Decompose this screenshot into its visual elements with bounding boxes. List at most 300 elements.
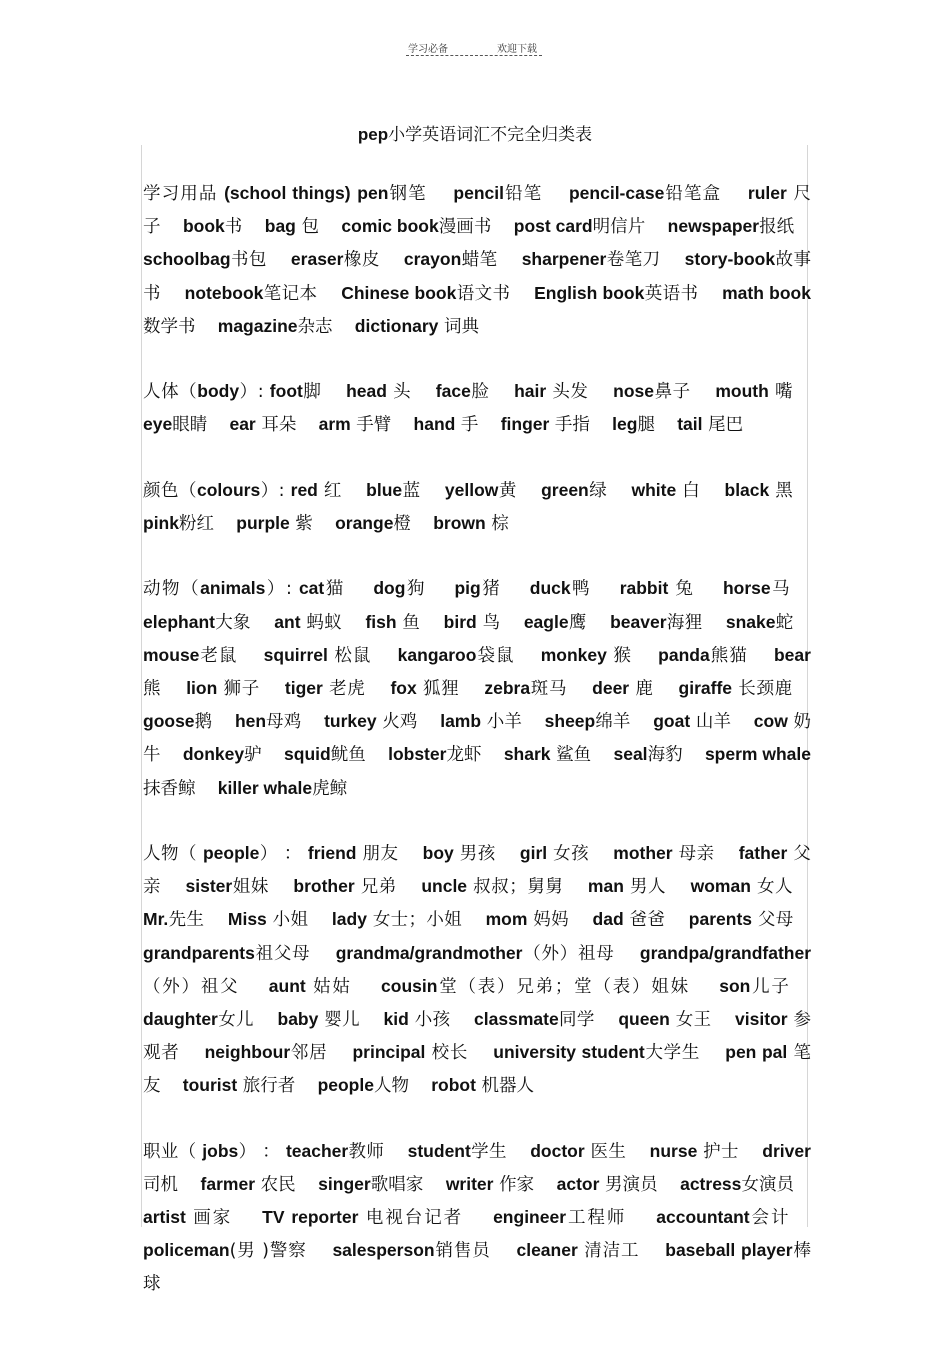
- vocab-item: [355, 317, 479, 337]
- vocab-english: seal: [613, 744, 648, 765]
- vocab-chinese: 小羊: [481, 712, 522, 733]
- vocab-chinese: 尾巴: [702, 415, 744, 436]
- vocab-english: neighbour: [204, 1042, 291, 1063]
- vocab-english: pig: [454, 578, 481, 599]
- vocab-item: [286, 1142, 384, 1162]
- vocab-item: [613, 382, 691, 402]
- vocab-english: story-book: [684, 249, 776, 270]
- vocab-chinese: 长颈鹿: [732, 679, 793, 699]
- section-lead: 人体（: [143, 382, 198, 403]
- vocab-chinese: 鱿鱼: [330, 745, 366, 766]
- vocab-item: [414, 415, 479, 435]
- vocab-chinese: 叔叔；舅舅: [467, 877, 564, 898]
- vocab-english: farmer: [200, 1174, 256, 1195]
- vocab-english: elephant: [143, 611, 215, 632]
- vocab-item: [270, 382, 322, 402]
- vocab-item: [332, 910, 462, 930]
- vocab-chinese: 袋鼠: [476, 645, 515, 666]
- vocab-english: son: [719, 975, 751, 996]
- vocab-english: grandpa/grandfather: [639, 942, 812, 963]
- vocab-english: donkey: [182, 744, 245, 765]
- vocab-english: hen: [234, 711, 267, 732]
- vocab-section: [143, 177, 811, 343]
- vocab-item: [265, 217, 319, 237]
- vocab-english: hair: [514, 381, 547, 402]
- vocab-section: [143, 572, 811, 804]
- vocab-item: [557, 1175, 658, 1195]
- vocab-chinese: 女人: [750, 877, 794, 898]
- vocab-english: father: [738, 843, 788, 863]
- vocab-item: [440, 712, 522, 732]
- vocab-chinese: 女演员: [741, 1175, 795, 1196]
- page-title: [0, 120, 950, 145]
- vocab-english: lady: [331, 909, 367, 930]
- vocab-item: [381, 977, 690, 997]
- vocab-chinese: 爸爸: [623, 910, 666, 931]
- vocab-item: [689, 910, 794, 930]
- vocab-chinese: 猪: [480, 579, 502, 600]
- vocab-english: lion: [186, 678, 218, 698]
- vocab-chinese: 抹香鲸: [143, 778, 196, 799]
- vocab-item: [504, 745, 591, 765]
- vocab-item: [658, 646, 748, 666]
- vocab-english: dictionary: [354, 315, 439, 336]
- vocab-english: ear: [229, 414, 256, 435]
- vocab-item: [474, 1010, 595, 1030]
- vocab-english: pink: [143, 513, 179, 533]
- vocab-english: schoolbag: [143, 249, 231, 270]
- section-lead-tail: ）:: [265, 579, 299, 600]
- vocab-item: [593, 910, 666, 930]
- vocab-chinese: 女孩: [547, 844, 590, 864]
- vocab-chinese: 耳朵: [255, 415, 297, 436]
- vocab-item: [390, 679, 459, 699]
- vocab-english: monkey: [540, 644, 607, 665]
- vocab-item: [341, 217, 491, 237]
- vocab-chinese: 母亲: [672, 844, 715, 864]
- vocab-chinese: 卷笔刀: [606, 250, 661, 271]
- section-lead-english: colours: [196, 479, 261, 500]
- vocab-english: dad: [592, 909, 624, 930]
- vocab-english: sharpener: [521, 249, 607, 270]
- vocab-english: rabbit: [619, 578, 669, 599]
- vocab-item: [318, 1175, 423, 1195]
- vocab-english: kid: [383, 1009, 409, 1030]
- vocab-chinese: 脸: [470, 382, 490, 403]
- vocab-chinese: 老虎: [322, 679, 366, 699]
- vocab-english: bear: [773, 644, 811, 665]
- vocab-english: panda: [658, 644, 710, 665]
- vocab-chinese: 兄弟: [354, 877, 397, 898]
- vocab-english: yellow: [444, 479, 499, 500]
- vocab-item: [592, 679, 653, 699]
- vocab-item: [335, 514, 411, 534]
- vocab-english: teacher: [285, 1140, 349, 1161]
- vocab-item: [677, 415, 743, 435]
- vocab-english: grandma/grandmother: [335, 942, 523, 963]
- vocab-chinese: 棕: [485, 514, 509, 534]
- vocab-english: purple: [236, 513, 290, 533]
- vocab-chinese: 机器人: [475, 1076, 535, 1097]
- vocab-chinese: 同学: [558, 1010, 595, 1031]
- vocab-item: [143, 613, 251, 633]
- section-lead-tail: ）:: [239, 382, 270, 403]
- vocab-chinese: 红: [317, 480, 342, 501]
- vocab-item: [618, 1010, 711, 1030]
- vocabulary-content: [143, 177, 811, 1332]
- vocab-chinese: 校长: [425, 1043, 469, 1064]
- vocab-english: Mr.: [143, 909, 169, 930]
- vocab-english: daughter: [143, 1009, 218, 1030]
- vocab-item: [341, 284, 510, 304]
- vocab-item: [668, 217, 795, 237]
- vocab-english: mom: [485, 909, 528, 930]
- vocab-english: newspaper: [667, 216, 760, 237]
- vocab-chinese: 白: [676, 480, 701, 501]
- vocab-chinese: 火鸡: [376, 712, 418, 733]
- vocab-item: [143, 514, 214, 534]
- vocab-item: [431, 1076, 534, 1096]
- vocab-chinese: 书: [224, 217, 243, 238]
- vocab-item: [269, 977, 352, 997]
- vocab-chinese: 腿: [637, 415, 655, 436]
- vocab-item: [205, 1043, 328, 1063]
- vocab-chinese: 铅笔: [503, 184, 543, 204]
- vocab-chinese: 销售员: [434, 1241, 491, 1262]
- vocab-chinese: 鹰: [568, 612, 587, 633]
- vocab-english: orange: [335, 513, 394, 533]
- vocab-chinese: 紫: [289, 514, 313, 534]
- vocab-item: [715, 382, 793, 402]
- vocab-english: queen: [618, 1009, 670, 1030]
- vocab-chinese: 堂（表）兄弟；堂（表）姐妹: [437, 976, 690, 997]
- vocab-chinese: （外）祖父: [143, 976, 240, 997]
- vocab-english: turkey: [324, 711, 377, 732]
- vocab-item: [274, 613, 342, 633]
- vocab-chinese: 猴: [606, 645, 632, 666]
- vocab-chinese: 头发: [546, 382, 589, 403]
- vocab-chinese: 熊猫: [709, 645, 748, 666]
- vocab-item: [365, 613, 420, 633]
- vocab-chinese: 人物: [373, 1076, 409, 1097]
- vocab-chinese: 语文书: [456, 283, 511, 304]
- vocab-english: kangaroo: [397, 644, 477, 665]
- vocab-english: head: [346, 381, 387, 402]
- vocab-english: killer whale: [217, 777, 313, 798]
- vocab-english: eye: [143, 414, 173, 435]
- vocab-chinese: 粉红: [178, 514, 214, 534]
- vocab-item: [186, 679, 260, 699]
- vocab-item: [218, 317, 333, 337]
- vocab-chinese: 妈妈: [527, 910, 569, 931]
- vocab-english: leg: [612, 414, 638, 435]
- vocab-english: green: [541, 479, 589, 500]
- vocab-english: parents: [688, 909, 753, 930]
- vocab-item: [332, 1241, 490, 1261]
- vocab-chinese: （外）祖母: [522, 943, 615, 964]
- vocab-item: [650, 1142, 739, 1162]
- vocab-item: [541, 481, 607, 501]
- vocab-item: [719, 977, 790, 997]
- vocab-chinese: 明信片: [592, 217, 646, 238]
- vocab-english: comic book: [341, 216, 439, 237]
- vocab-item: [620, 579, 695, 599]
- vocab-item: [366, 481, 420, 501]
- vocab-english: finger: [500, 414, 550, 435]
- vocab-item: [423, 844, 496, 864]
- vocab-english: Chinese book: [341, 282, 457, 303]
- vocab-item: [262, 1208, 463, 1228]
- vocab-english: sperm whale: [704, 744, 811, 765]
- vocab-chinese: 报纸: [759, 217, 795, 238]
- vocab-item: [612, 415, 655, 435]
- vocab-english: goat: [653, 711, 691, 732]
- vocab-chinese: 钢笔: [388, 184, 427, 204]
- vocab-chinese: 鸟: [476, 612, 501, 633]
- vocab-item: [143, 1208, 232, 1228]
- vocab-chinese: 山羊: [690, 712, 732, 733]
- vocab-english: brother: [293, 876, 355, 897]
- title-text: 小学英语词汇不完全归类表: [388, 125, 593, 145]
- vocab-item: [436, 382, 490, 402]
- vocab-chinese: 海豹: [647, 745, 683, 766]
- vocab-item: [346, 382, 411, 402]
- section-lead-tail: ） ：: [259, 844, 308, 864]
- vocab-english: sheep: [544, 711, 596, 732]
- section-lead-english: jobs: [202, 1140, 239, 1161]
- vocab-item: [484, 679, 567, 699]
- vocab-item: [308, 844, 399, 864]
- vocab-chinese: 绵羊: [595, 712, 631, 733]
- vocab-chinese: 松鼠: [327, 645, 372, 666]
- vocab-english: mouse: [143, 644, 200, 665]
- vocab-chinese: 学生: [470, 1141, 507, 1162]
- section-lead-english: body: [197, 381, 240, 402]
- vocab-item: [229, 415, 296, 435]
- vocab-english: classmate: [474, 1009, 559, 1030]
- vocab-chinese: 铅笔盒: [664, 184, 722, 204]
- vocab-chinese: 尺子: [143, 184, 811, 238]
- vocab-chinese: 龙虾: [446, 745, 482, 766]
- vocab-item: [522, 250, 661, 270]
- vocab-item: [404, 250, 498, 270]
- vocab-english: post card: [513, 216, 593, 237]
- vocab-chinese: 邻居: [290, 1043, 328, 1064]
- vocab-chinese: 黄: [498, 480, 517, 501]
- vocab-chinese: 脚: [302, 382, 322, 403]
- section-lead-tail: ） ：: [238, 1141, 286, 1162]
- vocab-item: [530, 579, 591, 599]
- vocab-chinese: 马: [770, 579, 792, 600]
- vocab-chinese: 女王: [669, 1010, 712, 1031]
- vocab-chinese: 老鼠: [199, 645, 238, 666]
- vocab-chinese: 姑姑: [305, 976, 352, 997]
- vocab-english: giraffe: [678, 678, 733, 698]
- vocab-item: [514, 382, 588, 402]
- vocab-english: mother: [613, 843, 673, 863]
- vocab-chinese: 蚂蚁: [300, 612, 342, 633]
- vocab-english: nose: [613, 381, 654, 402]
- vocab-item: [143, 1010, 254, 1030]
- vocab-section: [143, 837, 811, 1103]
- vocab-chinese: 司机: [143, 1175, 179, 1196]
- vocab-chinese: 蜡笔: [461, 250, 498, 271]
- vocab-chinese: 先生: [168, 910, 205, 931]
- vocab-item: [318, 1076, 409, 1096]
- vocab-item: [201, 1175, 296, 1195]
- vocab-chinese: 橡皮: [343, 250, 380, 271]
- vocab-item: [373, 579, 426, 599]
- vocab-item: [384, 1010, 451, 1030]
- vocab-chinese: 奶牛: [143, 712, 811, 766]
- vocab-item: [143, 910, 204, 930]
- vocab-chinese: 蓝: [402, 480, 421, 501]
- vocab-english: friend: [307, 843, 357, 863]
- vocab-chinese: 笔友: [143, 1043, 812, 1097]
- vocab-item: [534, 284, 698, 304]
- vocab-english: squid: [284, 744, 331, 765]
- vocab-english: salesperson: [332, 1240, 435, 1261]
- vocab-chinese: 兔: [668, 579, 695, 600]
- vocab-chinese: 女士；小姐: [366, 910, 462, 931]
- vocab-english: artist: [143, 1207, 186, 1228]
- vocab-chinese: 眼睛: [172, 415, 208, 436]
- vocab-item: [218, 779, 347, 799]
- vocab-chinese: 漫画书: [438, 217, 492, 238]
- vocab-english: uncle: [421, 876, 468, 897]
- vocab-chinese: 电视台记者: [358, 1208, 464, 1229]
- header-left-text: 学习必备: [408, 44, 448, 55]
- vocab-english: duck: [529, 578, 571, 599]
- vocab-english: tiger: [284, 678, 323, 698]
- vocab-item: [501, 415, 590, 435]
- section-lead: 颜色（: [143, 480, 197, 501]
- vocab-item: [653, 712, 731, 732]
- vocab-english: policeman: [143, 1240, 230, 1261]
- vocab-chinese: 故事书: [143, 250, 811, 304]
- vocab-english: TV reporter: [262, 1207, 359, 1228]
- section-lead-english: people: [202, 843, 260, 863]
- vocab-english: fish: [365, 611, 397, 632]
- vocab-english: English book: [534, 282, 645, 303]
- vocab-item: [143, 1241, 307, 1261]
- vocab-english: people: [317, 1075, 374, 1096]
- vocab-item: [453, 184, 542, 204]
- vocab-section: [143, 474, 811, 540]
- vocab-chinese: 农民: [255, 1175, 296, 1196]
- vocab-chinese: 数学书: [143, 316, 196, 337]
- vocab-item: [524, 613, 587, 633]
- vocab-item: [319, 415, 392, 435]
- vocab-chinese: 姐妹: [232, 877, 269, 898]
- section-lead: 学习用品: [143, 184, 225, 204]
- vocab-english: brown: [433, 513, 486, 533]
- vocab-english: nurse: [649, 1140, 698, 1161]
- vocab-chinese: 书包: [230, 250, 267, 271]
- vocab-chinese: 棒球: [143, 1241, 811, 1294]
- vocab-item: [680, 1175, 794, 1195]
- vocab-chinese: 婴儿: [318, 1010, 360, 1031]
- vocab-english: girl: [519, 843, 548, 863]
- vocab-english: snake: [725, 611, 776, 632]
- vocab-chinese: 父母: [752, 910, 794, 931]
- vocab-english: baby: [277, 1009, 319, 1030]
- vocab-english: tourist: [182, 1075, 238, 1096]
- vocab-chinese: 手臂: [350, 415, 392, 436]
- vocab-item: [388, 745, 481, 765]
- vocab-chinese: 鹿: [629, 679, 654, 699]
- vocab-english: cat: [298, 578, 325, 599]
- vocab-chinese: 斑马: [530, 679, 568, 699]
- vocab-chinese: 医生: [584, 1141, 627, 1162]
- vocab-english: actor: [556, 1174, 600, 1195]
- vocab-item: [569, 184, 721, 204]
- header-dashed-rule: [406, 55, 542, 56]
- vocab-english: white: [631, 479, 677, 500]
- vocab-english: boy: [422, 843, 454, 863]
- vocab-english: black: [724, 479, 770, 500]
- vocab-chinese: 大象: [214, 612, 251, 633]
- vocab-item: [530, 1142, 626, 1162]
- vocab-chinese: 工程师: [566, 1208, 627, 1229]
- vocab-item: [398, 646, 515, 666]
- vocab-english: shark: [503, 744, 551, 765]
- vocab-english: doctor: [530, 1140, 585, 1161]
- vocab-english: arm: [318, 414, 351, 435]
- vocab-english: red: [290, 479, 318, 500]
- vocab-english: face: [435, 381, 471, 402]
- vocab-english: horse: [722, 578, 771, 599]
- vocab-item: [352, 1043, 468, 1063]
- vocab-english: pencil-case: [568, 183, 665, 203]
- vocab-english: zebra: [484, 678, 531, 698]
- vocab-english: blue: [366, 479, 403, 500]
- vocab-item: [336, 944, 615, 964]
- vocab-item: [186, 877, 269, 897]
- vocab-item: [613, 745, 682, 765]
- vocab-chinese: 护士: [697, 1141, 739, 1162]
- vocab-english: crayon: [403, 249, 462, 270]
- vocab-item: [183, 1076, 296, 1096]
- vocab-chinese: 画家: [185, 1208, 233, 1229]
- vocab-item: [723, 579, 791, 599]
- vocab-english: foot: [269, 381, 303, 402]
- vocab-english: goose: [143, 711, 195, 732]
- vocab-chinese: 祖父母: [254, 943, 311, 964]
- vocab-english: hand: [413, 414, 456, 435]
- vocab-chinese: 驴: [244, 745, 262, 766]
- vocab-item: [613, 844, 714, 864]
- vocab-chinese: 母鸡: [266, 712, 302, 733]
- vocab-item: [444, 613, 501, 633]
- vocab-chinese: 歌唱家: [370, 1175, 424, 1196]
- vocab-item: [446, 1175, 534, 1195]
- vocab-english: writer: [445, 1174, 494, 1195]
- vocab-english: man: [587, 876, 624, 897]
- vocab-chinese: 女儿: [217, 1010, 254, 1031]
- vocab-english: accountant: [656, 1207, 750, 1228]
- header-right-text: 欢迎下载: [497, 44, 537, 55]
- vocab-item: [610, 613, 702, 633]
- vocab-chinese: 教师: [348, 1141, 385, 1162]
- vocab-item: [454, 579, 501, 599]
- vocab-english: bird: [443, 611, 477, 632]
- section-lead: 人物（: [143, 844, 203, 864]
- vocab-item: [264, 646, 372, 666]
- vocab-item: [284, 745, 366, 765]
- vocab-item: [236, 514, 313, 534]
- vocab-item: [493, 1043, 700, 1063]
